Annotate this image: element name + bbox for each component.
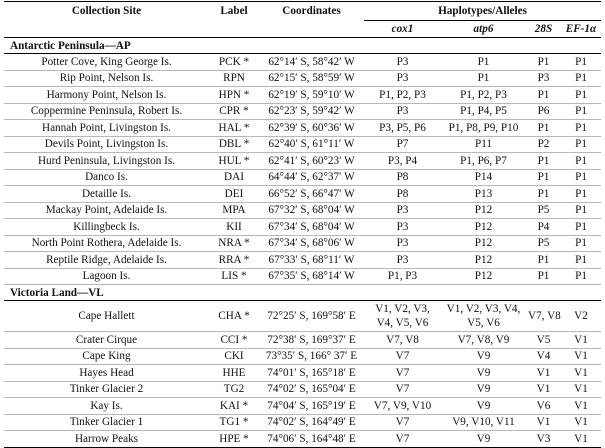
ef1a-cell: P1 [561,169,601,186]
28s-cell: V1 [526,381,561,398]
header-blank [209,21,259,38]
site-cell: North Point Rothera, Adelaide Is. [4,235,209,252]
coordinates-cell: 62°15′ S, 58°59′ W [259,70,364,87]
coordinates-cell: 72°25′ S, 169°58′ E [259,301,364,332]
28s-cell: V1 [526,414,561,431]
cox1-cell: V7 [364,381,441,398]
atp6-cell: P1, P8, P9, P10 [441,120,526,137]
table-row [4,202,601,219]
label-cell: CCI * [209,332,259,349]
cox1-cell: V7 [364,365,441,382]
table-row [4,235,601,252]
header-label: Label [209,2,259,21]
28s-cell: P1 [526,54,561,71]
table-row [4,252,601,269]
table-row [4,186,601,203]
site-cell: Detaille Is. [4,186,209,203]
atp6-cell: P1, P6, P7 [441,153,526,170]
28s-cell: V1 [526,365,561,382]
28s-cell: V6 [526,398,561,415]
cox1-cell: V7, V9, V10 [364,398,441,415]
coordinates-cell: 67°32′ S, 68°04′ W [259,202,364,219]
ef1a-cell: P1 [561,136,601,153]
site-cell: Danco Is. [4,169,209,186]
atp6-cell: V1, V2, V3, V4, V5, V6 [441,301,526,332]
28s-cell: P1 [526,153,561,170]
cox1-cell: P8 [364,169,441,186]
site-cell: Harmony Point, Nelson Is. [4,87,209,104]
cox1-cell: P3 [364,219,441,236]
28s-cell: P1 [526,87,561,104]
coordinates-cell: 64°44′ S, 62°37′ W [259,169,364,186]
ef1a-cell: V1 [561,365,601,382]
ef1a-cell: V1 [561,414,601,431]
label-cell: KII [209,219,259,236]
atp6-cell: V9 [441,365,526,382]
atp6-cell: P1, P4, P5 [441,103,526,120]
atp6-cell: P12 [441,235,526,252]
site-cell: Lagoon Is. [4,268,209,285]
haplotype-table [4,1,601,448]
atp6-cell: V9 [441,398,526,415]
cox1-cell: P3, P4 [364,153,441,170]
atp6-cell: V9 [441,381,526,398]
ef1a-cell: P1 [561,219,601,236]
ef1a-cell: P1 [561,153,601,170]
header-blank [4,21,209,38]
label-cell: MPA [209,202,259,219]
atp6-cell: P1, P2, P3 [441,87,526,104]
cox1-cell: V7 [364,431,441,448]
28s-cell: V4 [526,348,561,365]
table-row [4,431,601,448]
site-cell: Cape Hallett [4,301,209,332]
cox1-cell: P8 [364,186,441,203]
group-header-row [4,285,601,301]
table-row [4,398,601,415]
coordinates-cell: 67°34′ S, 68°04′ W [259,219,364,236]
table-row [4,301,601,332]
ef1a-cell: P1 [561,252,601,269]
coordinates-cell: 74°02′ S, 164°49′ E [259,414,364,431]
cox1-cell: V7 [364,348,441,365]
table-row [4,120,601,137]
label-cell: HHE [209,365,259,382]
cox1-cell: P3 [364,235,441,252]
28s-cell: P5 [526,235,561,252]
atp6-cell: P1 [441,70,526,87]
cox1-cell: P3 [364,252,441,269]
header-28s: 28S [526,21,561,38]
coordinates-cell: 67°34′ S, 68°06′ W [259,235,364,252]
header-collection-site: Collection Site [4,2,209,21]
table-row [4,70,601,87]
site-cell: Potter Cove, King George Is. [4,54,209,71]
table-row [4,414,601,431]
ef1a-cell: P1 [561,268,601,285]
site-cell: Rip Point, Nelson Is. [4,70,209,87]
ef1a-cell: V2 [561,301,601,332]
site-cell: Hayes Head [4,365,209,382]
coordinates-cell: 72°38′ S, 169°37′ E [259,332,364,349]
label-cell: RPN [209,70,259,87]
site-cell: Killingbeck Is. [4,219,209,236]
ef1a-cell: P1 [561,186,601,203]
table-row [4,219,601,236]
ef1a-cell: P1 [561,202,601,219]
28s-cell: P2 [526,136,561,153]
cox1-cell: P3 [364,103,441,120]
cox1-cell: P1, P3 [364,268,441,285]
coordinates-cell: 66°52′ S, 66°47′ W [259,186,364,203]
28s-cell: V7, V8 [526,301,561,332]
28s-cell: P1 [526,120,561,137]
site-cell: Coppermine Peninsula, Robert Is. [4,103,209,120]
site-cell: Devils Point, Livingston Is. [4,136,209,153]
ef1a-cell: V1 [561,332,601,349]
site-cell: Cape King [4,348,209,365]
atp6-cell: P12 [441,219,526,236]
label-cell: DAI [209,169,259,186]
28s-cell: P4 [526,219,561,236]
coordinates-cell: 74°02′ S, 165°04′ E [259,381,364,398]
cox1-cell: P3 [364,54,441,71]
coordinates-cell: 62°41′ S, 60°23′ W [259,153,364,170]
site-cell: Tinker Glacier 2 [4,381,209,398]
header-haplotypes-alleles: Haplotypes/Alleles [364,2,601,21]
cox1-cell: P3 [364,70,441,87]
ef1a-cell: P1 [561,87,601,104]
28s-cell: P5 [526,202,561,219]
table-row [4,103,601,120]
label-cell: CKI [209,348,259,365]
table-body [4,38,601,448]
label-cell: TG1 * [209,414,259,431]
table-row [4,153,601,170]
site-cell: Mackay Point, Adelaide Is. [4,202,209,219]
coordinates-cell: 62°40′ S, 61°11′ W [259,136,364,153]
table-row [4,381,601,398]
28s-cell: P1 [526,252,561,269]
atp6-cell: P11 [441,136,526,153]
label-cell: DEI [209,186,259,203]
header-coordinates: Coordinates [259,2,364,21]
ef1a-cell: P1 [561,54,601,71]
ef1a-cell: V1 [561,398,601,415]
label-cell: NRA * [209,235,259,252]
ef1a-cell: P1 [561,235,601,252]
label-cell: LIS * [209,268,259,285]
atp6-cell: P13 [441,186,526,203]
site-cell: Crater Cirque [4,332,209,349]
28s-cell: V3 [526,431,561,448]
header-atp6: atp6 [441,21,526,38]
ef1a-cell: V1 [561,381,601,398]
group-header-row [4,38,601,54]
label-cell: KAI * [209,398,259,415]
atp6-cell: V7, V8, V9 [441,332,526,349]
label-cell: HPN * [209,87,259,104]
table-row [4,332,601,349]
label-cell: HPE * [209,431,259,448]
label-cell: RRA * [209,252,259,269]
28s-cell: V5 [526,332,561,349]
table-row [4,365,601,382]
site-cell: Harrow Peaks [4,431,209,448]
table-row [4,169,601,186]
table-row [4,54,601,71]
ef1a-cell: V1 [561,348,601,365]
cox1-cell: P3 [364,202,441,219]
site-cell: Tinker Glacier 1 [4,414,209,431]
coordinates-cell: 67°33′ S, 68°11′ W [259,252,364,269]
cox1-cell: P1, P2, P3 [364,87,441,104]
site-cell: Reptile Ridge, Adelaide Is. [4,252,209,269]
ef1a-cell: P1 [561,70,601,87]
header-blank [259,21,364,38]
atp6-cell: V9, V10, V11 [441,414,526,431]
site-cell: Hannah Point, Livingston Is. [4,120,209,137]
atp6-cell: P1 [441,54,526,71]
table-row [4,136,601,153]
atp6-cell: P14 [441,169,526,186]
coordinates-cell: 62°39′ S, 60°36′ W [259,120,364,137]
site-cell: Kay Is. [4,398,209,415]
atp6-cell: V9 [441,348,526,365]
header-cox1: cox1 [364,21,441,38]
28s-cell: P1 [526,169,561,186]
28s-cell: P1 [526,186,561,203]
label-cell: TG2 [209,381,259,398]
label-cell: HAL * [209,120,259,137]
coordinates-cell: 62°23′ S, 59°42′ W [259,103,364,120]
group-title: Antarctic Peninsula—AP [4,38,601,54]
ef1a-cell: P1 [561,120,601,137]
atp6-cell: P12 [441,252,526,269]
label-cell: HUL * [209,153,259,170]
ef1a-cell: P1 [561,103,601,120]
table-row [4,348,601,365]
group-title: Victoria Land—VL [4,285,601,301]
atp6-cell: V9 [441,431,526,448]
label-cell: DBL * [209,136,259,153]
label-cell: PCK * [209,54,259,71]
coordinates-cell: 62°14′ S, 58°42′ W [259,54,364,71]
coordinates-cell: 74°04′ S, 165°19′ E [259,398,364,415]
coordinates-cell: 62°19′ S, 59°10′ W [259,87,364,104]
cox1-cell: V7 [364,414,441,431]
coordinates-cell: 74°01′ S, 165°18′ E [259,365,364,382]
28s-cell: P3 [526,70,561,87]
label-cell: CPR * [209,103,259,120]
table-row [4,268,601,285]
label-cell: CHA * [209,301,259,332]
header-ef1a: EF-1α [561,21,601,38]
coordinates-cell: 74°06′ S, 164°48′ E [259,431,364,448]
atp6-cell: P12 [441,268,526,285]
28s-cell: P1 [526,268,561,285]
28s-cell: P6 [526,103,561,120]
coordinates-cell: 67°35′ S, 68°14′ W [259,268,364,285]
cox1-cell: V1, V2, V3, V4, V5, V6 [364,301,441,332]
table-row [4,87,601,104]
cox1-cell: V7, V8 [364,332,441,349]
site-cell: Hurd Peninsula, Livingston Is. [4,153,209,170]
atp6-cell: P12 [441,202,526,219]
cox1-cell: P3, P5, P6 [364,120,441,137]
ef1a-cell: V1 [561,431,601,448]
cox1-cell: P7 [364,136,441,153]
table-header [4,2,601,38]
coordinates-cell: 73°35′ S, 166° 37′ E [259,348,364,365]
